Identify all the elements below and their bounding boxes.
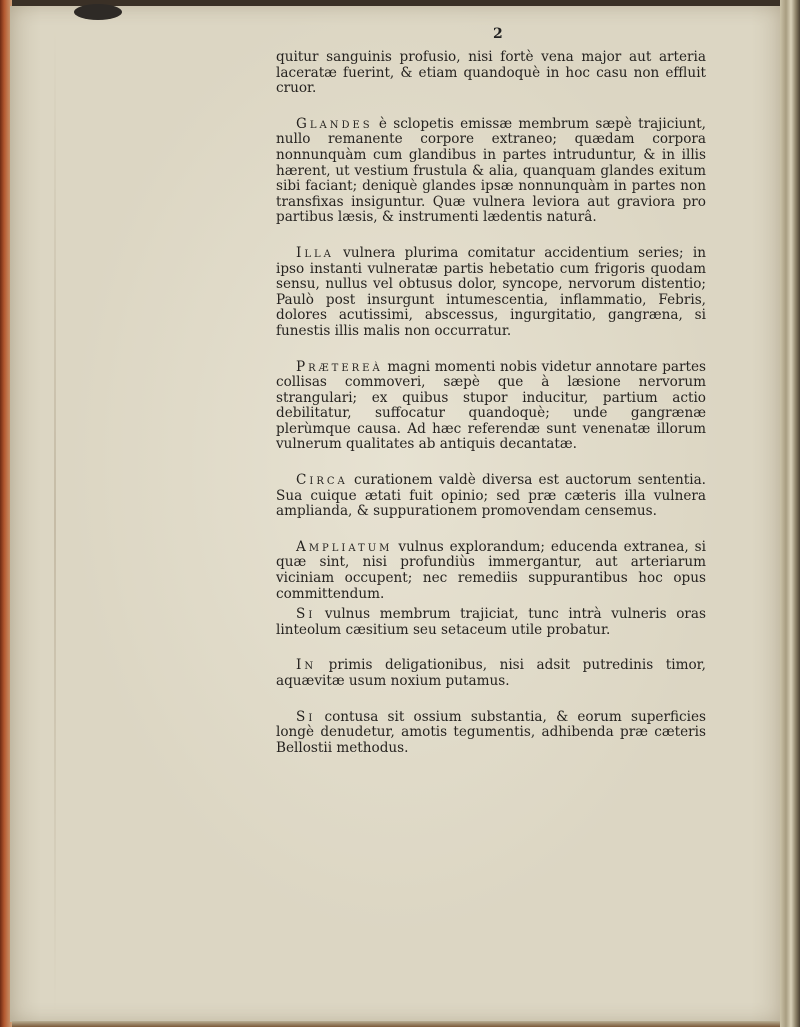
paragraph-circa: [276, 473, 706, 520]
paragraph-ampliatum: [276, 540, 706, 602]
paragraph-text: magni momenti nobis videtur annotare partes collisas commoveri, sæpè que à læsione nervorum strangulari; ex quibus stupor inducitur, partium actio debilitatur, suffocatur quandoquè; unde gangrænæ plerùmque causa. Ad hæc referendæ sunt venenatæ illorum vulnerum qualitates ab antiquis decantatæ.: [276, 358, 706, 453]
paragraph-lead-word: Si: [296, 708, 316, 725]
paragraph-text: è sclopetis emissæ membrum sæpè trajiciunt, nullo remanente corpore extraneo; quædam corpora nonnunquàm cum glandibus in partes intruduntur, & in illis hærent, ut vestium frustula & alia, quanquam glandes exitum sibi faciant; deniquè glandes ipsæ nonnunquàm in partes non transfixas insiguntur. Quæ vulnera leviora aut graviora pro partibus læsis, & instrumenti lædentis naturâ.: [276, 115, 706, 226]
text-column: [276, 50, 706, 756]
paragraph-text: contusa sit ossium substantia, & eorum superficies longè denudetur, amotis tegumentis, adhibenda præ cæteris Bellostii methodus.: [276, 708, 706, 756]
ink-stain: [74, 4, 122, 20]
paragraph-text: curationem valdè diversa est auctorum sententia. Sua cuique ætati fuit opinio; sed præ cæteris illa vulnera amplianda, & suppurationem promovendam censemus.: [276, 472, 706, 520]
paragraph-lead-word: Ampliatum: [296, 538, 393, 555]
paragraph-lead-word: Circa: [296, 472, 348, 489]
paragraph-text: vulnus membrum trajiciat, tunc intrà vulneris oras linteolum cæsitium seu setaceum utile probatur.: [276, 606, 706, 638]
page-fold-shadow: [54, 26, 56, 1016]
paragraph-praeterea: [276, 360, 706, 454]
paragraph-text: vulnus explorandum; educenda extranea, si quæ sint, nisi profundiùs immergantur, aut arteriarum viciniam occupent; nec remediis suppurantibus hoc opus committendum.: [276, 538, 706, 602]
page-number: 2: [493, 26, 503, 42]
paragraph-si-contusa: [276, 710, 706, 757]
paragraph-lead-word: Si: [296, 606, 316, 623]
paragraph-lead-word: Prætereà: [296, 358, 383, 375]
paragraph-lead-word: Glandes: [296, 115, 373, 132]
paragraph-si-trajiciat: [276, 607, 706, 638]
paragraph-text: quitur sanguinis profusio, nisi fortè vena major aut arteria laceratæ fuerint, & etiam quandoquè in hoc casu non effluit cruor.: [276, 49, 706, 97]
paragraph-text: primis deligationibus, nisi adsit putredinis timor, aquævitæ usum noxium putamus.: [276, 657, 706, 689]
paragraph-lead-word: Illa: [296, 244, 334, 261]
paragraph-in-primis: [276, 658, 706, 689]
bottom-page-edge: [12, 1021, 780, 1027]
paragraph-glandes: [276, 117, 706, 226]
paragraph-illa: [276, 246, 706, 340]
paragraph-lead-word: In: [296, 657, 317, 674]
paragraph-continued: [276, 50, 706, 97]
paragraph-text: vulnera plurima comitatur accidentium series; in ipso instanti vulneratæ partis hebetatio cum frigoris quodam sensu, nullus vel obtusus dolor, syncope, nervorum distentio; Paulò post insurgunt intumescentia, inflammatio, Febris, dolores acutissimi, abscessus, ingurgitatio, gangræna, si funestis illis malis non occurratur.: [276, 244, 706, 339]
right-page-edge: [780, 0, 800, 1027]
